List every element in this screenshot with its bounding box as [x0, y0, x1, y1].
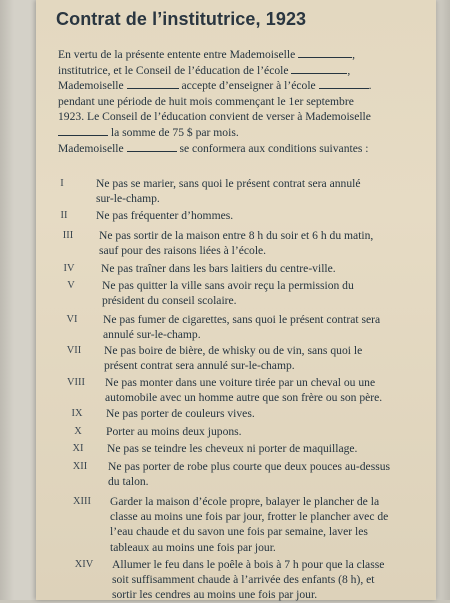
condition-text: sur-le-champ.: [96, 192, 160, 206]
condition-number: IX: [71, 408, 83, 419]
condition-text: Ne pas quitter la ville sans avoir reçu la permission du: [102, 279, 354, 292]
condition-text: président du conseil scolaire.: [102, 294, 237, 308]
condition-text: l’eau chaude et du savon une fois par semaine, laver les: [110, 525, 368, 539]
condition-text: Ne pas fumer de cigarettes, sans quoi le présent contrat sera: [103, 313, 381, 326]
condition-text: Ne pas porter de couleurs vives.: [106, 407, 255, 420]
condition-text: présent contrat sera annulé sur-le-champ.: [104, 359, 295, 373]
condition-number: VI: [66, 314, 78, 325]
condition-number: XII: [72, 461, 88, 472]
intro-text: se conformera aux conditions suivantes :: [179, 141, 369, 155]
condition-number: I: [60, 178, 64, 189]
condition-number: VIII: [67, 377, 85, 388]
condition-number: X: [74, 426, 82, 437]
intro-text: .: [368, 79, 372, 93]
intro-text: ,: [352, 48, 356, 61]
condition-text: sortir les cendres au moins une fois par jour.: [112, 588, 318, 602]
condition-number: V: [67, 280, 75, 291]
condition-text: Ne pas monter dans une voiture tirée par un cheval ou une: [105, 376, 376, 389]
intro-text: Mademoiselle: [58, 79, 124, 93]
condition-text: Ne pas traîner dans les bars laitiers du centre-ville.: [101, 262, 336, 275]
condition-number: II: [60, 210, 68, 221]
condition-number: XIV: [74, 559, 94, 570]
condition-text: soit suffisamment chaude à l’arrivée des enfants (8 h), et: [112, 573, 375, 587]
intro-text: Mademoiselle: [58, 141, 124, 155]
condition-number: XI: [72, 443, 84, 454]
condition-text: tableaux au moins une fois par jour.: [110, 540, 276, 554]
intro-text: pendant une période de huit mois commençant le 1er septembre: [58, 94, 354, 108]
poster-title: Contrat de l’institutrice, 1923: [56, 9, 307, 29]
contract-poster: [36, 0, 436, 600]
condition-number: IV: [63, 263, 75, 274]
condition-text: Ne pas se teindre les cheveux ni porter de maquillage.: [107, 442, 358, 455]
condition-text: Porter au moins deux jupons.: [106, 425, 242, 438]
condition-text: Ne pas fréquenter d’hommes.: [96, 209, 234, 222]
condition-text: annulé sur-le-champ.: [103, 328, 201, 342]
condition-text: Ne pas sortir de la maison entre 8 h du soir et 6 h du matin,: [99, 229, 374, 242]
condition-text: Ne pas boire de bière, de whisky ou de vin, sans quoi le: [104, 344, 363, 357]
condition-number: VII: [66, 345, 82, 356]
condition-text: classe au moins une fois par jour, frotter le plancher avec de: [110, 510, 389, 524]
condition-text: Allumer le feu dans le poêle à bois à 7 h pour que la classe: [112, 558, 385, 571]
intro-text: En vertu de la présente entente entre Mademoiselle: [58, 48, 296, 61]
intro-text: la somme de 75 $ par mois.: [110, 125, 239, 139]
intro-text: institutrice, et le Conseil de l’éducation de l’école: [58, 63, 289, 77]
condition-text: Ne pas porter de robe plus courte que deux pouces au-dessus: [108, 460, 391, 473]
condition-text: Ne pas se marier, sans quoi le présent contrat sera annulé: [96, 177, 361, 190]
condition-number: XIII: [73, 496, 91, 507]
condition-text: Garder la maison d’école propre, balayer le plancher de la: [110, 495, 380, 508]
conditions-list: [36, 0, 436, 600]
condition-text: du talon.: [108, 475, 149, 489]
condition-number: III: [62, 230, 74, 241]
intro-text: 1923. Le Conseil de l’éducation convient de verser à Mademoiselle: [58, 110, 371, 124]
intro-text: accepte d’enseigner à l’école: [181, 79, 316, 93]
condition-text: sauf pour des raisons liées à l’école.: [99, 244, 267, 258]
intro-text: ,: [347, 63, 351, 77]
condition-text: automobile avec un homme autre que son frère ou son père.: [105, 391, 383, 405]
